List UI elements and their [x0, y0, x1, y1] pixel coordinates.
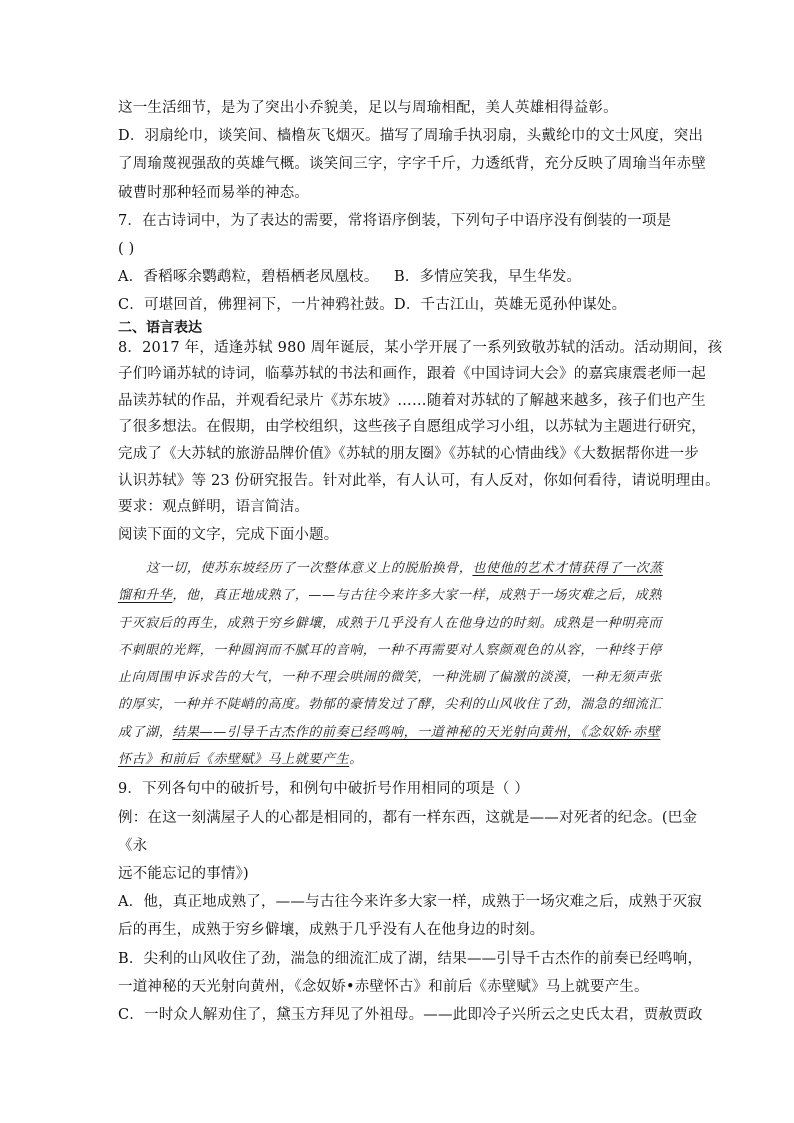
question-9-option-b: B．尖利的山风收住了劲，湍急的细流汇成了湖，结果——引导千古杰作的前奏已经鸣响， — [118, 950, 703, 967]
question-8-line: 子们吟诵苏轼的诗词，临摹苏轼的书法和画作，跟着《中国诗词大会》的嘉宾康震老师一起 — [118, 366, 706, 383]
question-8-line: 完成了《大苏轼的旅游品牌价值》《苏轼的朋友圈》《苏轼的心情曲线》《大数据帮你进一步 — [118, 446, 699, 462]
question-8-line: 认识苏轼》等 23 份研究报告。针对此举，有人认可，有人反对，你如何看待，请说明理由。 — [118, 472, 720, 489]
passage-line: 成了湖，结果——引导千古杰作的前奏已经鸣响，一道神秘的天光射向黄州，《念奴娇·赤壁 — [118, 724, 661, 740]
option-b: B．多情应笑我，早生华发。 — [394, 269, 582, 286]
question-8-line: 8．2017 年，适逢苏轼 980 周年诞辰，某小学开展了一系列致敬苏轼的活动。活动期间，孩 — [118, 339, 723, 356]
question-7-options-row-2 — [118, 291, 678, 319]
underlined-text: 结果——引导千古杰作的前奏已经鸣响，一道神秘的天光射向黄州，《念奴娇·赤壁 — [172, 724, 661, 740]
question-8-requirement: 要求：观点鲜明，语言简洁。 — [118, 499, 310, 516]
passage-line: 怀古》和前后《赤壁赋》马上就要产生。 — [118, 752, 363, 768]
text-line: D．羽扇纶巾，谈笑间、樯橹灰飞烟灭。描写了周瑜手执羽扇，头戴纶巾的文士风度，突出 — [118, 128, 704, 145]
passage-line: 这一切，使苏东坡经历了一次整体意义上的脱胎换骨，也使他的艺术才情获得了一次蒸 — [146, 560, 663, 576]
reading-passage — [118, 555, 678, 773]
question-9-option-c: C．一时众人解劝住了，黛玉方拜见了外祖母。——此即冷子兴所云之史氏太君，贾赦贾政 — [118, 1006, 703, 1023]
underlined-text: 怀古》和前后《赤壁赋》马上就要产生 — [118, 752, 350, 768]
question-9-option-a: 后的再生，成熟于穷乡僻壤，成熟于几乎没有人在他身边的时刻。 — [118, 922, 545, 939]
text-line: 这一生活细节，是为了突出小乔貌美，足以与周瑜相配，美人英雄相得益彰。 — [118, 100, 618, 116]
passage-line: 于灭寂后的再生，成熟于穷乡僻壤，成熟于几乎没有人在他身边的时刻。成熟是一种明亮而 — [118, 615, 663, 631]
question-9-example: 《永 — [118, 837, 148, 854]
question-7-options-row-1 — [118, 263, 678, 291]
question-9-stem: 9．下列各句中的破折号，和例句中破折号作用相同的项是（ ） — [118, 781, 530, 798]
question-7-stem: 7．在古诗词中，为了表达的需要，常将语序倒装，下列句子中语序没有倒装的一项是 — [118, 212, 672, 229]
underlined-text: 也使他的艺术才情获得了一次蒸 — [472, 560, 663, 576]
passage-line: 馏和升华，他，真正地成熟了，——与古往今来许多大家一样，成熟于一场灾难之后，成熟 — [118, 588, 663, 604]
passage-line: 不刺眼的光辉，一种圆润而不腻耳的音响，一种不再需要对人察颜观色的从容，一种终于停 — [118, 642, 663, 658]
reading-instruction: 阅读下面的文字，完成下面小题。 — [118, 526, 339, 543]
option-a: A．香稻啄余鹦鹉粒，碧梧栖老凤凰枝。 — [118, 269, 379, 286]
question-8-line: 品读苏轼的作品，并观看纪录片《苏东坡》……随着对苏轼的了解越来越多，孩子们也产生 — [118, 392, 706, 409]
section-heading: 二、语言表达 — [118, 319, 202, 336]
question-9-option-a: A．他，真正地成熟了，——与古往今来许多大家一样，成熟于一场灾难之后，成熟于灭寂 — [118, 894, 702, 911]
passage-line: 止向周围申诉求告的大气，一种不理会哄闹的微笑，一种洗刷了偏激的淡漠，一种无须声张 — [118, 670, 663, 686]
question-9-option-b: 一道神秘的天光射向黄州，《念奴娇•赤壁怀古》和前后《赤壁赋》马上就要产生。 — [118, 978, 649, 995]
document-page — [118, 94, 723, 1029]
question-7-answer-paren: ( ) — [118, 241, 135, 258]
option-c: C．可堪回首，佛狸祠下，一片神鸦社鼓。 — [118, 297, 394, 314]
text-line: 了周瑜蔑视强敌的英雄气概。谈笑间三字，字字千斤，力透纸背，充分反映了周瑜当年赤壁 — [118, 156, 706, 173]
option-d: D．千古江山，英雄无觅孙仲谋处。 — [394, 297, 627, 314]
underlined-text: 馏和升华 — [118, 588, 173, 604]
question-8-line: 了很多想法。在假期，由学校组织，这些孩子自愿组成学习小组，以苏轼为主题进行研究， — [118, 419, 706, 436]
question-9-example: 例：在这一刻满屋子人的心都是相同的，都有一样东西，这就是——对死者的纪念。(巴金 — [118, 809, 698, 826]
passage-line: 的厚实，一种并不陡峭的高度。勃郁的豪情发过了酵，尖利的山风收住了劲，湍急的细流汇 — [118, 697, 663, 713]
question-9-example: 远不能忘记的事情》) — [118, 865, 249, 882]
text-line: 破曹时那种轻而易举的神态。 — [118, 184, 310, 201]
